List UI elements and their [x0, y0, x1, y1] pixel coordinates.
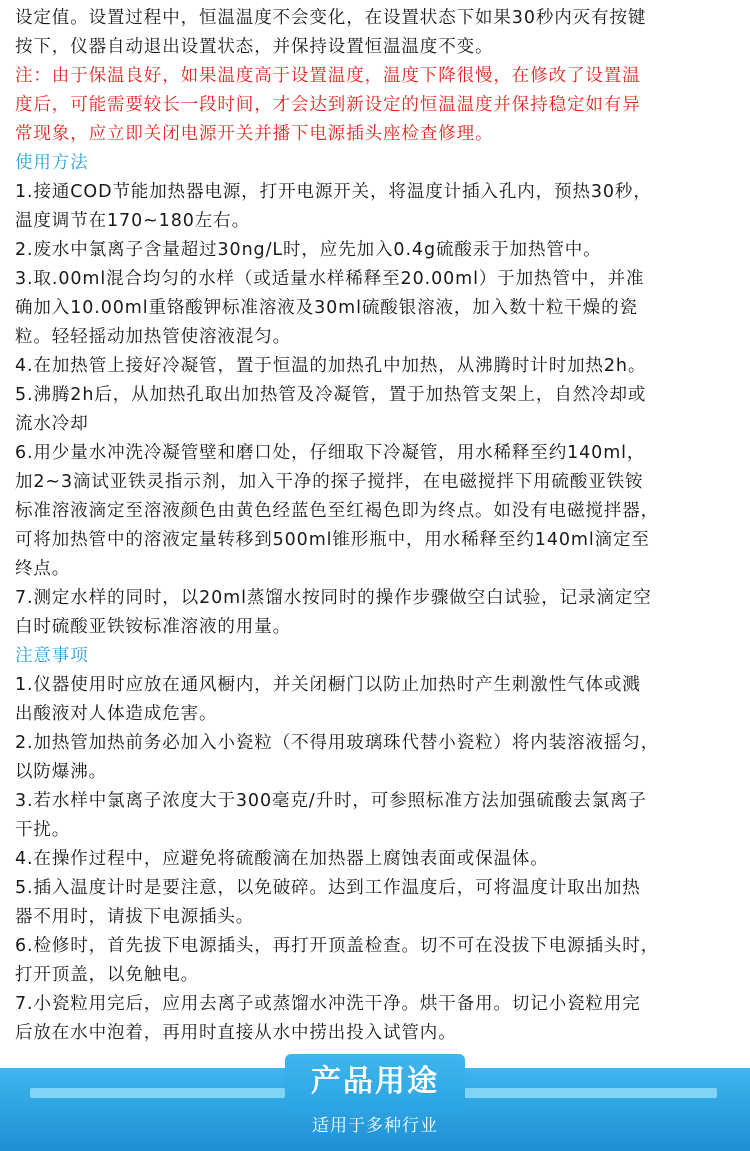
product-use-banner [0, 1052, 750, 1151]
text-line: 以防爆沸。 [15, 762, 107, 782]
section-heading-usage: 使用方法 [15, 153, 89, 173]
text-line: 粒。轻轻摇动加热管使溶液混匀。 [15, 327, 291, 347]
text-line: 2.废水中氯离子含量超过30ng/L时，应先加入0.4g硫酸汞于加热管中。 [15, 240, 602, 260]
text-line: 3.取.00ml混合均匀的水样（或适量水样稀释至20.00ml）于加热管中，并准 [15, 269, 645, 289]
text-line: 按下，仪器自动退出设置状态，并保持设置恒温温度不变。 [15, 37, 494, 57]
text-line: 7.测定水样的同时，以20ml蒸馏水按同时的操作步骤做空白试验，记录滴定空 [15, 588, 652, 608]
text-line: 6.用少量水冲洗冷凝管壁和磨口处，仔细取下冷凝管，用水稀释至约140ml， [15, 443, 646, 463]
text-line: 终点。 [15, 559, 71, 579]
text-line: 温度调节在170~180左右。 [15, 211, 250, 231]
text-line: 4.在加热管上接好冷凝管，置于恒温的加热孔中加热，从沸腾时计时加热2h。 [15, 356, 647, 376]
text-line: 确加入10.00ml重铬酸钾标准溶液及30ml硫酸银溶液，加入数十粒干燥的瓷 [15, 298, 638, 318]
section-heading-precautions: 注意事项 [15, 646, 89, 666]
warning-line: 度后，可能需要较长一段时间，才会达到新设定的恒温温度并保持稳定如有异 [15, 95, 641, 115]
text-line: 器不用时，请拔下电源插头。 [15, 907, 255, 927]
text-line: 打开顶盖，以免触电。 [15, 965, 199, 985]
warning-line: 注：由于保温良好，如果温度高于设置温度，温度下降很慢，在修改了设置温 [15, 66, 641, 86]
document-body [15, 4, 737, 1048]
text-line: 1.仪器使用时应放在通风橱内，并关闭橱门以防止加热时产生刺激性气体或溅 [15, 675, 641, 695]
text-line: 干扰。 [15, 820, 71, 840]
text-line: 标准溶液滴定至溶液颜色由黄色经蓝色至红褐色即为终点。如没有电磁搅拌器， [15, 501, 659, 521]
warning-line: 常现象，应立即关闭电源开关并播下电源插头座检查修理。 [15, 124, 494, 144]
text-line: 流水冷却 [15, 414, 89, 434]
text-line: 5.沸腾2h后，从加热孔取出加热管及冷凝管，置于加热管支架上，自然冷却或 [15, 385, 647, 405]
text-line: 2.加热管加热前务必加入小瓷粒（不得用玻璃珠代替小瓷粒）将内装溶液摇匀， [15, 733, 660, 753]
text-line: 设定值。设置过程中，恒温温度不会变化，在设置状态下如果30秒内灭有按键 [15, 8, 647, 28]
text-line: 6.检修时，首先拔下电源插头，再打开顶盖检查。切不可在没拔下电源插头时， [15, 936, 660, 956]
text-line: 出酸液对人体造成危害。 [15, 704, 218, 724]
banner-subtitle: 适用于多种行业 [312, 1116, 438, 1136]
banner-title: 产品用途 [311, 1064, 439, 1099]
text-line: 可将加热管中的溶液定量转移到500ml锥形瓶中，用水稀释至约140ml滴定至 [15, 530, 650, 550]
text-line: 加2~3滴试亚铁灵指示剂，加入干净的探子搅拌，在电磁搅拌下用硫酸亚铁铵 [15, 472, 644, 492]
text-line: 白时硫酸亚铁铵标准溶液的用量。 [15, 617, 291, 637]
banner-stripe-left [30, 1088, 285, 1098]
text-line: 5.插入温度计时是要注意，以免破碎。达到工作温度后，可将温度计取出加热 [15, 878, 641, 898]
text-line: 7.小瓷粒用完后，应用去离子或蒸馏水冲洗干净。烘干备用。切记小瓷粒用完 [15, 994, 641, 1014]
text-line: 4.在操作过程中，应避免将硫酸滴在加热器上腐蚀表面或保温体。 [15, 849, 549, 869]
text-line: 1.接通COD节能加热器电源，打开电源开关，将温度计插入孔内，预热30秒， [15, 182, 652, 202]
text-line: 后放在水中泡着，再用时直接从水中捞出投入试管内。 [15, 1023, 457, 1043]
text-line: 3.若水样中氯离子浓度大于300毫克/升时，可参照标准方法加强硫酸去氯离子 [15, 791, 647, 811]
banner-stripe-right [462, 1088, 717, 1098]
